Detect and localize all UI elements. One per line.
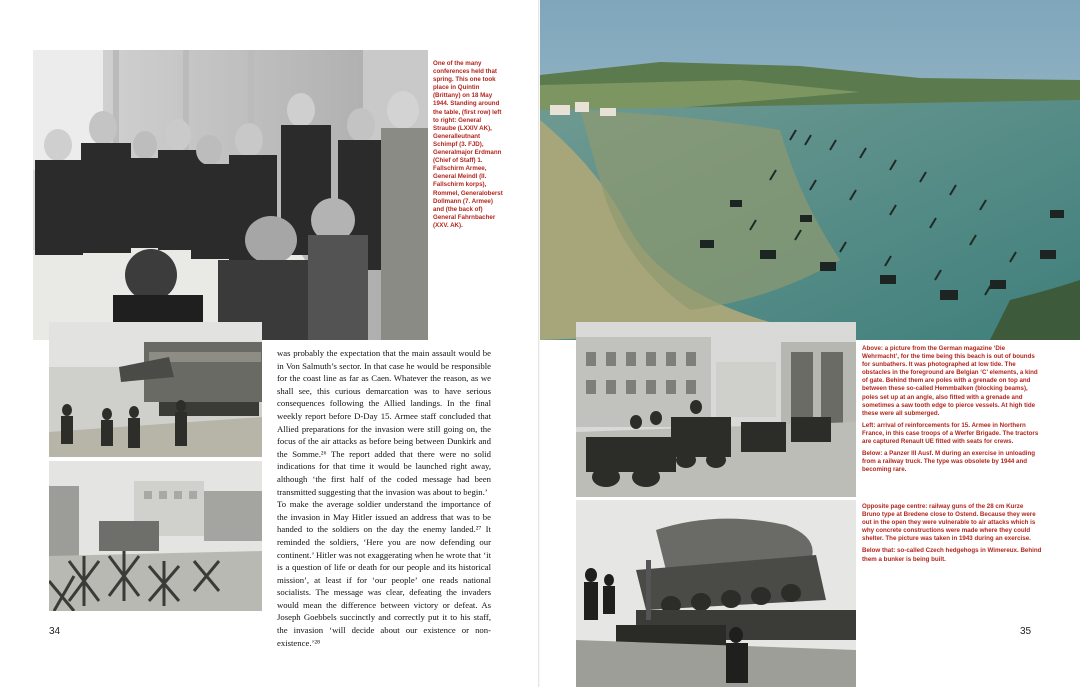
right-captions	[862, 345, 1042, 478]
caption-left: Left: arrival of reinforcements for 15. Armee in Northern France, in this case troops of a Werfer Brigade. The tractors are captured Renault UE fitted with seats for crews.	[862, 421, 1039, 446]
conference-caption: One of the many conferences held that spring. This one took place in Quintin (Brittany) on 18 May 1944. Standing around the table, (first row) left to right: General Straube (LXXIV AK), Generalleutnant Schimpf (3. FJD), Generalmajor Erdmann (Chief of Staff) 1. Fallschirm Armee, General Meindl (II. Fallschirm korps), Rommel, Generaloberst Dollmann (7. Armee) and (the back of) General Fahrnbacher (XXV. AK).	[433, 60, 503, 229]
article-body	[277, 347, 491, 649]
reinforcements-photo	[576, 322, 856, 497]
caption-below: Below: a Panzer III Ausf. M during an exercise in unloading from a railway truck. The type was obsolete by 1944 and becoming rare.	[862, 450, 1036, 474]
railway-gun-photo	[49, 322, 262, 457]
body-paragraph-1: was probably the expectation that the main assault would be in Von Salmuth’s sector. In that case he would be responsible for the coast line as far as Caen. Whatever the reason, as we shall see, this curious demarcation was to have serious consequences following the Allied landings. In the final weekly report before D-Day 15. Armee staff concluded that Allied preparations for the invasion were still going on, the focus of the air attacks as before being between Dunkirk and the Somme.²⁶ The report added that there were no solid indications for that time it would be launched right away, although ‘the first half of the coded message had been transmitted suggesting that the invasion was about to begin.’	[277, 348, 491, 497]
panzer-iii-photo	[576, 500, 856, 687]
right-page	[540, 0, 1080, 687]
page-number-left: 34	[49, 626, 61, 637]
conference-photo	[33, 50, 428, 340]
caption-below-that: Below that: so-called Czech hedgehogs in Wimereux. Behind them a bunker is being built.	[862, 547, 1042, 563]
beach-obstacles-photo	[540, 0, 1080, 340]
caption-opposite: Opposite page centre: railway guns of the 28 cm Kurze Bruno type at Bredene close to Ostend. Because they were out in the open they were vulnerable to air attacks which is why concrete constructions were made where they could shelter. The picture was taken in 1943 during an exercise.	[862, 503, 1036, 543]
body-paragraph-2: To make the average soldier understand the importance of the invasion in May Hitler issued an address that was to be handed to the soldiers on the day the enemy landed.²⁷ It reminded the soldiers, ‘Here you are now defending our continent.’ Hitler was not exaggerating when he wrote that ‘it is a question of life or death for our people and its historical mission’, at least if for ‘our people’ one reads national socialists. The message was clear, defeating the invaders would mean the difference between victory or defeat. As Joseph Goebbels succinctly and correctly put it to his staff, the invasion ‘will decide about our existence or non-existence.’²⁸	[277, 499, 491, 648]
page-number-right: 35	[1020, 626, 1032, 637]
czech-hedgehogs-photo	[49, 461, 262, 611]
right-captions-lower	[862, 503, 1042, 568]
caption-above: Above: a picture from the German magazine ‘Die Wehrmacht’, for the time being this beach is out of bounds for sunbathers. It was photographed at low tide. The obstacles in the foreground are Belgian ‘C’ elements, a kind of gate. Behind them are poles with a grenade on top and between these so-called Hemmbalken (blocking beams), poles set up at an angle, also fitted with a grenade and sometimes a saw tooth edge to pierce vessels. At high tide these were all submerged.	[862, 345, 1038, 417]
